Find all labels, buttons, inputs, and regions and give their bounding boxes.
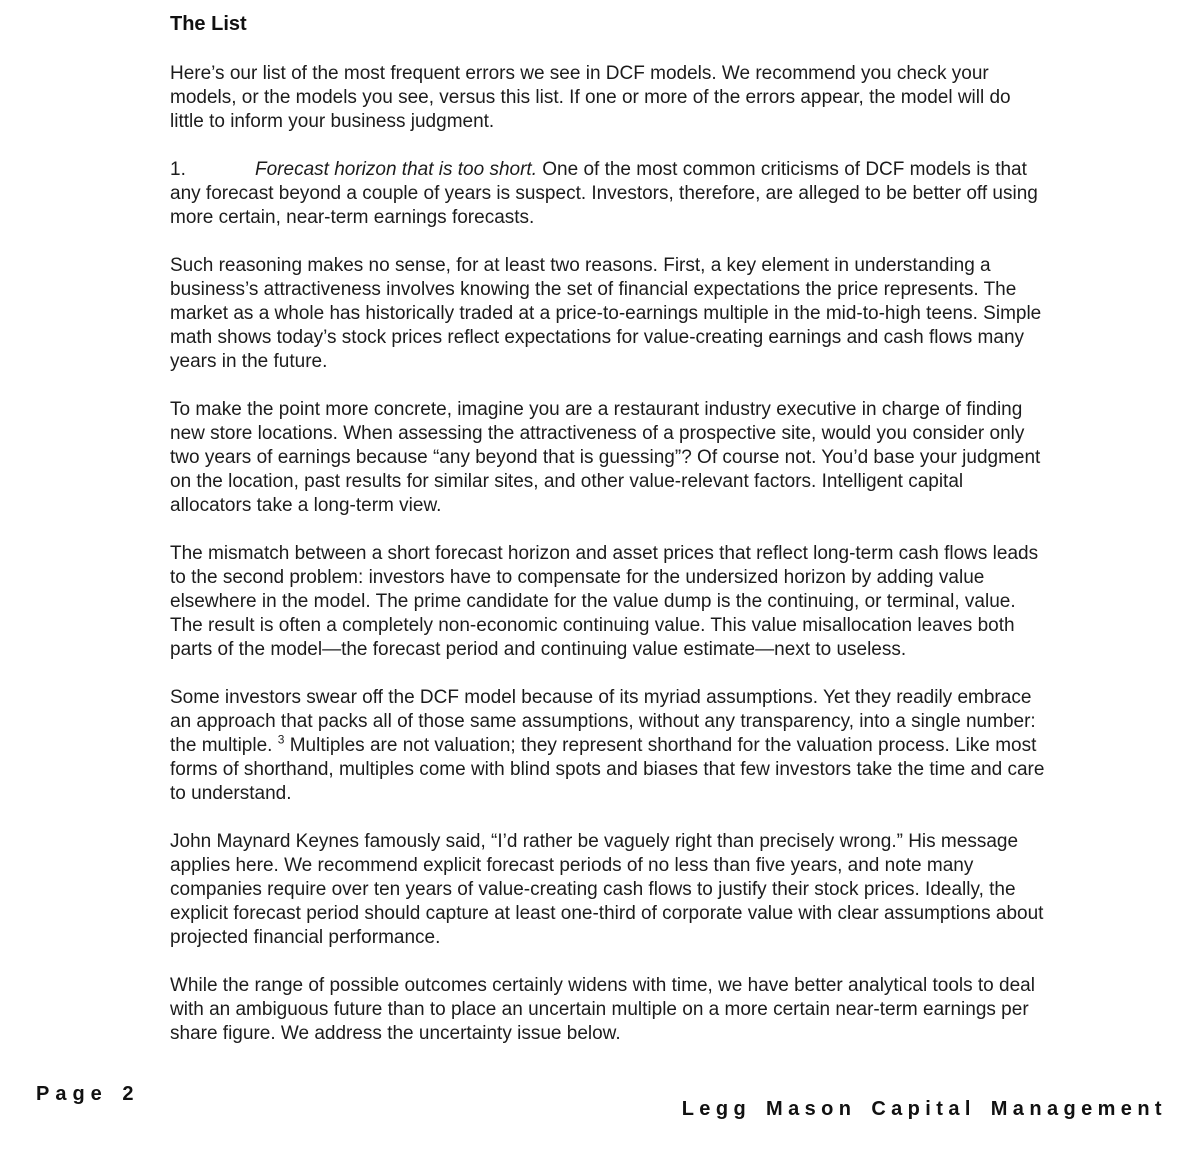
paragraph-keynes-quote: John Maynard Keynes famously said, “I’d rather be vaguely right than precisely wrong.” His message applies here. We recommend explicit forecast periods of no less than five years, and note many companies require over ten years of value-creating cash flows to justify their stock prices. Ideally, the explicit forecast period should capture at least one-third of corporate value with clear assumptions about projected financial performance. xyxy=(170,831,1044,948)
paragraph-multiples xyxy=(170,686,1046,806)
paragraph-intro: Here’s our list of the most frequent errors we see in DCF models. We recommend you check your models, or the models you see, versus this list. If one or more of the errors appear, the model will do little to inform your business judgment. xyxy=(170,63,1011,132)
document-body xyxy=(170,12,1046,1070)
multiples-text-after-footnote: Multiples are not valuation; they represent shorthand for the valuation process. Like most forms of shorthand, multiples come with blind spots and biases that few investors take the time and care to understand. xyxy=(170,735,1045,804)
paragraph-reasoning: Such reasoning makes no sense, for at least two reasons. First, a key element in understanding a business’s attractiveness involves knowing the set of financial expectations the price represents. The market as a whole has historically traded at a price-to-earnings multiple in the mid-to-high teens. Simple math shows today’s stock prices reflect expectations for value-creating earnings and cash flows many years in the future. xyxy=(170,255,1042,372)
section-heading: The List xyxy=(170,13,247,35)
footer-page-number: Page 2 xyxy=(36,1083,140,1105)
multiples-text-before-footnote: Some investors swear off the DCF model because of its myriad assumptions. Yet they readily embrace an approach that packs all of those same assumptions, without any transparency, into a single number: the multiple. xyxy=(170,687,1036,756)
paragraph-mismatch: The mismatch between a short forecast horizon and asset prices that reflect long-term cash flows leads to the second problem: investors have to compensate for the undersized horizon by adding value elsewhere in the model. The prime candidate for the value dump is the continuing, or terminal, value. The result is often a completely non-economic continuing value. This value misallocation leaves both parts of the model—the forecast period and continuing value estimate—next to useless. xyxy=(170,543,1039,660)
paragraph-concrete-example: To make the point more concrete, imagine you are a restaurant industry executive in charge of finding new store locations. When assessing the attractiveness of a prospective site, would you consider only two years of earnings because “any beyond that is guessing”? Of course not. You’d base your judgment on the location, past results for similar sites, and other value-relevant factors. Intelligent capital allocators take a long-term view. xyxy=(170,399,1041,516)
paragraph-list-item-1 xyxy=(170,158,1046,230)
footer-company-name: Legg Mason Capital Management xyxy=(681,1098,1167,1120)
list-item-lead-italic: Forecast horizon that is too short. xyxy=(255,159,537,180)
list-item-number: 1. xyxy=(170,159,186,180)
footnote-reference: 3 xyxy=(277,732,285,747)
paragraph-uncertainty: While the range of possible outcomes certainly widens with time, we have better analytical tools to deal with an ambiguous future than to place an uncertain multiple on a more certain near-term earnings per share figure. We address the uncertainty issue below. xyxy=(170,975,1035,1044)
list-item-text: One of the most common criticisms of DCF models is that any forecast beyond a couple of years is suspect. Investors, therefore, are alleged to be better off using more certain, near-term earnings forecasts. xyxy=(170,159,1038,228)
